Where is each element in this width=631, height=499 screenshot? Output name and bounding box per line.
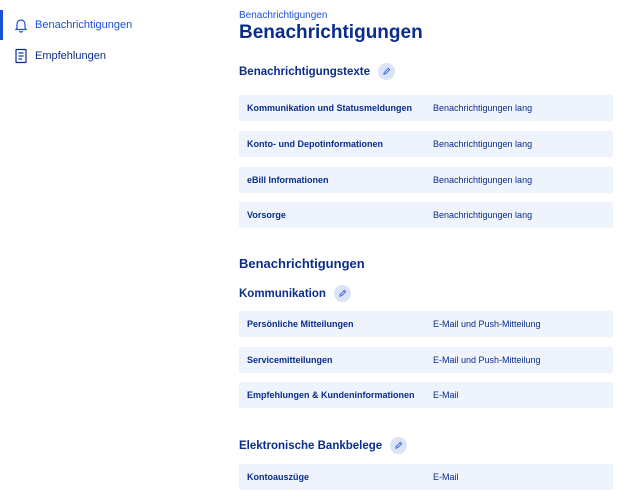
table-row	[239, 347, 613, 373]
section-header-notifications	[239, 256, 365, 271]
sidebar-item-label: Benachrichtigungen	[35, 19, 133, 31]
document-icon	[13, 48, 29, 64]
pencil-icon	[338, 289, 347, 298]
row-value: Benachrichtigungen lang	[433, 139, 533, 149]
pencil-icon	[394, 441, 403, 450]
row-value: E-Mail	[433, 390, 459, 400]
sidebar-item-label: Empfehlungen	[35, 50, 106, 62]
section-title: Benachrichtigungstexte	[239, 65, 370, 78]
section-title: Benachrichtigungen	[239, 256, 365, 271]
row-value: E-Mail	[433, 472, 459, 482]
row-label: Empfehlungen & Kundeninformationen	[247, 390, 415, 400]
pencil-icon	[382, 67, 391, 76]
row-value: Benachrichtigungen lang	[433, 103, 533, 113]
table-row	[239, 382, 613, 408]
table-row	[239, 464, 613, 490]
row-label: Konto- und Depotinformationen	[247, 139, 383, 149]
sidebar-item-empfehlungen[interactable]	[0, 41, 200, 71]
table-row	[239, 202, 613, 228]
subsection-header-bank-docs	[239, 437, 407, 454]
subsection-title: Kommunikation	[239, 287, 326, 300]
edit-texts-button[interactable]	[378, 63, 395, 80]
row-label: Kommunikation und Statusmeldungen	[247, 103, 413, 113]
section-header-texts	[239, 63, 395, 80]
edit-communication-button[interactable]	[334, 285, 351, 302]
page-title: Benachrichtigungen	[239, 22, 423, 43]
row-label: Persönliche Mitteilungen	[247, 319, 354, 329]
subsection-header-communication	[239, 285, 351, 302]
row-label: Vorsorge	[247, 210, 286, 220]
table-row	[239, 131, 613, 157]
row-value: Benachrichtigungen lang	[433, 175, 533, 185]
row-label: eBill Informationen	[247, 175, 329, 185]
bell-icon	[13, 17, 29, 33]
sidebar	[0, 0, 200, 499]
table-row	[239, 167, 613, 193]
row-value: E-Mail und Push-Mitteilung	[433, 319, 541, 329]
subsection-title: Elektronische Bankbelege	[239, 439, 383, 452]
row-label: Kontoauszüge	[247, 472, 309, 482]
breadcrumb[interactable]: Benachrichtigungen	[239, 10, 328, 21]
table-row	[239, 95, 613, 121]
table-row	[239, 311, 613, 337]
row-value: E-Mail und Push-Mitteilung	[433, 355, 541, 365]
sidebar-item-benachrichtigungen[interactable]	[0, 10, 200, 40]
row-value: Benachrichtigungen lang	[433, 210, 533, 220]
edit-bank-docs-button[interactable]	[390, 437, 407, 454]
row-label: Servicemitteilungen	[247, 355, 333, 365]
